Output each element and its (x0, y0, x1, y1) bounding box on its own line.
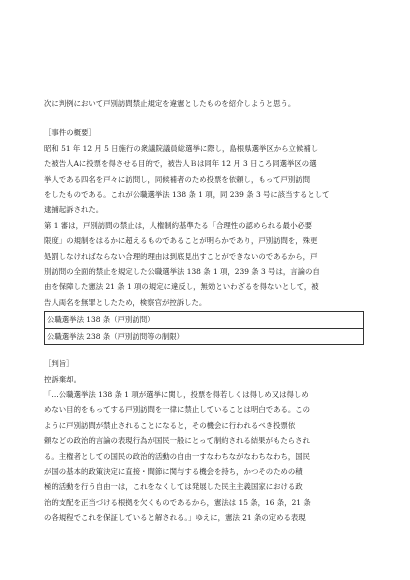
holding-line: 治的支配を正当づける根拠を欠くものであるから，憲法は 15 条，16 条，21 条 (44, 497, 311, 507)
document-page (44, 96, 364, 526)
holding-line: 「…公職選挙法 138 条 1 項が選挙に関し，投票を得若しくは得しめ又は得しめ (44, 389, 309, 399)
holding-line: の各規程でこれを保証していると解される。」ゆえに，憲法 21 条の定める表現 (44, 513, 306, 523)
case-summary-line: 逮捕起訴された。 (44, 205, 104, 215)
case-summary-line: 昭和 51 年 12 月 5 日施行の衆議院議員総選挙に際し，島根県選挙区から立候補し (44, 143, 319, 153)
case-summary-line: 限度」の規制をはるかに超えるものであることが明らかであり，戸別訪問を，殊更 (44, 236, 318, 246)
case-summary-line: 処罰しなければならない合理的理由は到底見出すことができないのであるから，戸 (44, 251, 318, 261)
case-summary-line: 挙人である四名を戸々に訪問し，同候補者のため投票を依頼し，もって戸別訪問 (44, 174, 311, 184)
case-summary-line: 告人両名を無罪としたため，検察官が控訴した。 (44, 297, 207, 307)
holding-body (44, 387, 364, 526)
statute-reference: 公職選挙法 238 条（戸別訪問等の制限） (45, 328, 363, 344)
case-summary-heading: ［事件の概要］ (44, 128, 96, 138)
case-summary-line: 第 1 審は，戸別訪問の禁止は，人権制約基準たる「合理性の認められる最小必要 (44, 220, 313, 230)
holding-result: 控訴棄却。 (44, 374, 81, 384)
case-summary-body (44, 141, 364, 310)
holding-line: めない目的をもってする戸別訪問を一律に禁止していることは明白である。この (44, 405, 311, 415)
holding-line: 頼などの政治的言論の表現行為が国民一般にとって制約される結果がもたらされ (44, 436, 310, 446)
statute-reference: 公職選挙法 138 条（戸別訪問） (47, 315, 155, 325)
statute-reference-box (44, 311, 364, 345)
intro-text: 次に判例において戸別訪問禁止規定を違憲としたものを紹介しようと思う。 (44, 99, 296, 108)
holding-line: が国の基本的政策決定に直接・間節に関与する機会を持ち，かつそのための積 (44, 466, 303, 476)
case-summary-line: をしたものである。これが公職選挙法 138 条 1 項，同 239 条 3 号に該当するとして (44, 190, 330, 200)
holding-line: ように戸別訪問が禁止されることになると，その機会に行われるべき投票依 (44, 420, 296, 430)
holding-line: 極的活動を行う自由一は，これをなくしては発展した民主主義国家における政 (44, 482, 303, 492)
holding-line: る。主権者としての国民の政治的活動の自由一すなわちながなわちなわち，国民 (44, 451, 311, 461)
holding-heading: ［判旨］ (44, 359, 74, 369)
case-summary-line: 別訪問の全面的禁止を規定した公職選挙法 138 条 1 項，239 条 3 号は，言論の自 (44, 267, 320, 277)
case-summary-line: た被告人Aに投票を得させる目的で，被告人Ｂは同年 12 月 3 日ころ同選挙区の選 (44, 159, 317, 169)
case-summary-line: 由を保障した憲法 21 条 1 項の規定に違反し，無効といわざるを得ないとして，被 (44, 282, 319, 292)
